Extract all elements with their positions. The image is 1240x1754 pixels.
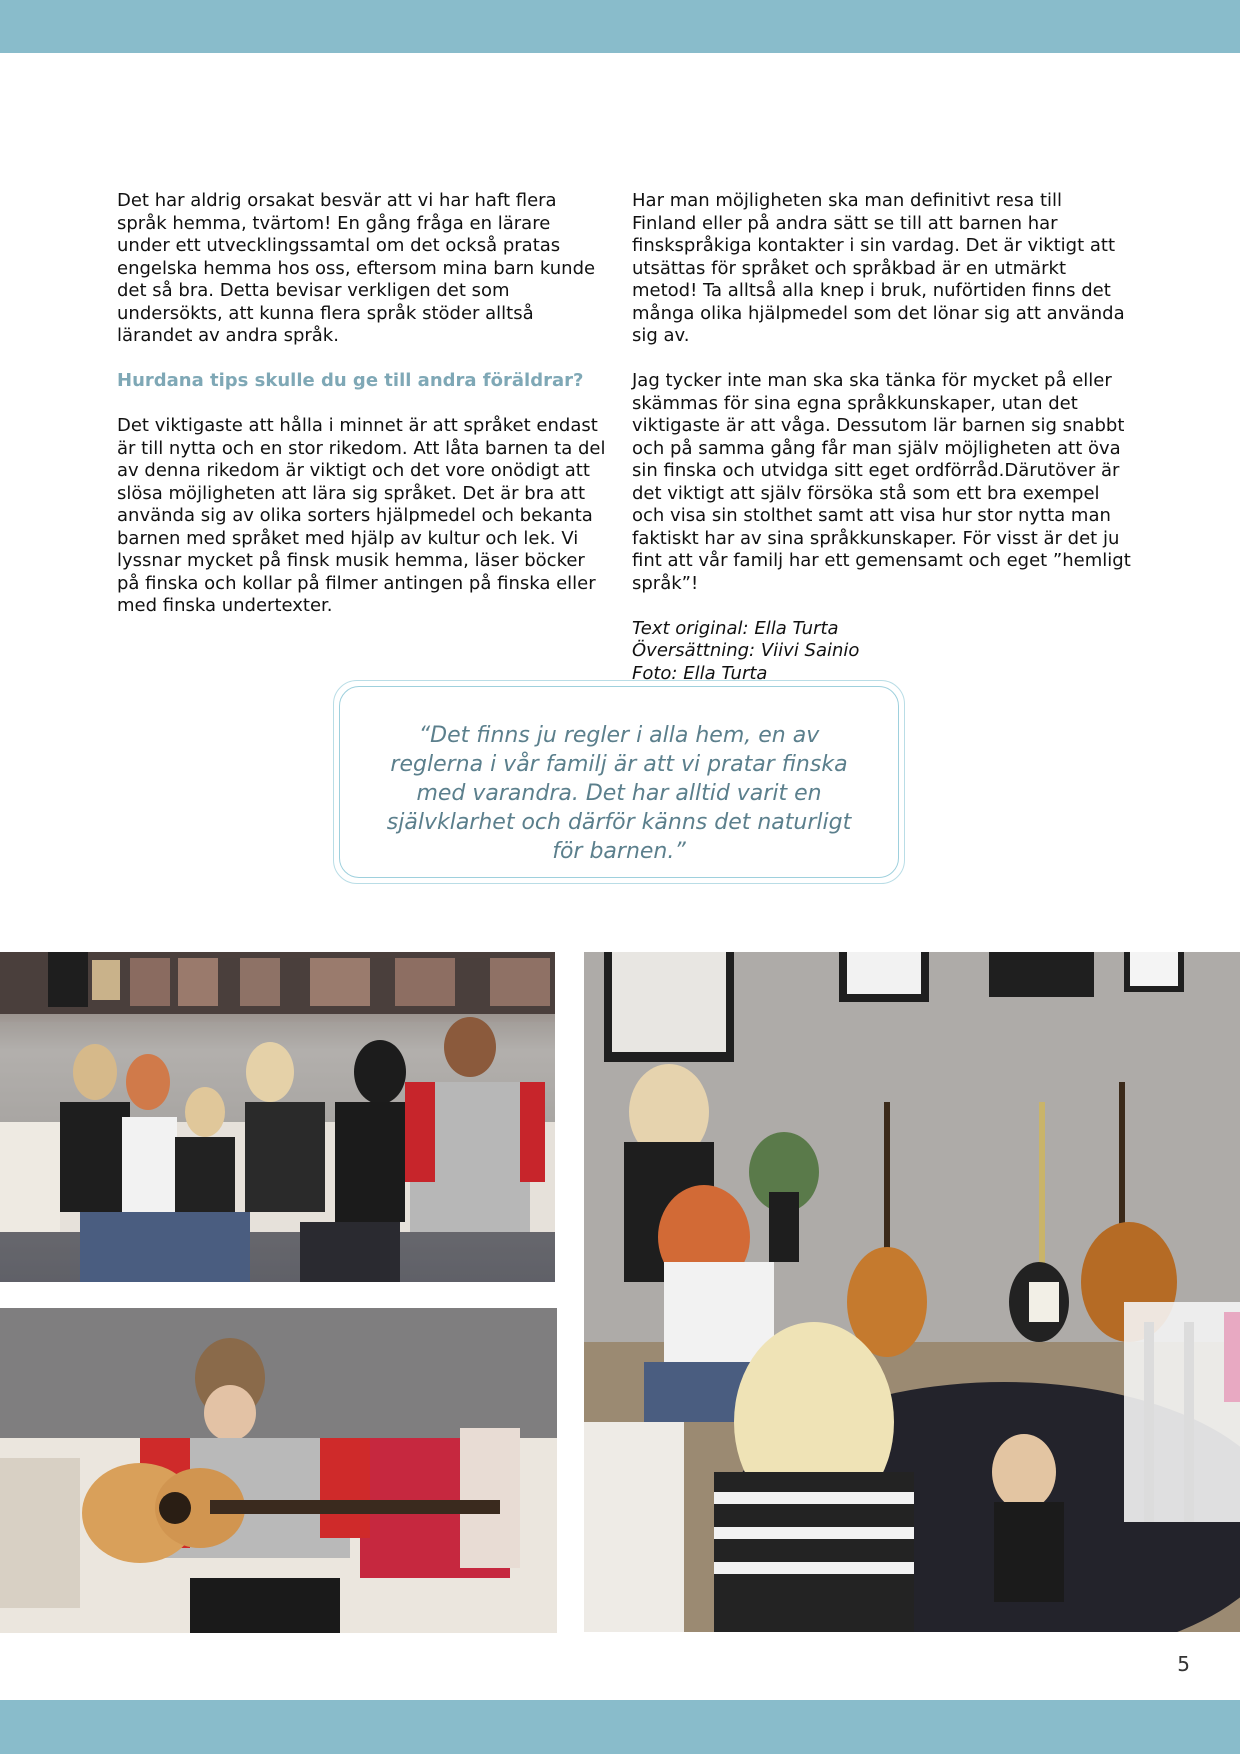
credit-translation: Översättning: Viivi Sainio [632,640,860,661]
bottom-color-band [0,1700,1240,1754]
article-credits [632,618,1132,686]
section-heading: Hurdana tips skulle du ge till andra föräldrar? [117,370,584,391]
photo-family-on-sofa [0,952,555,1282]
credit-photo: Foto: Ella Turta [632,662,768,684]
credit-text-original: Text original: Ella Turta [632,617,839,639]
top-color-band [0,0,1240,53]
right-paragraph-2: Jag tycker inte man ska ska tänka för mycket på eller skämmas för sina egna språkkunskaper, utan det viktigaste är att våga. Dessutom lär barnen sig snabbt och på samma gång får man själv möjligheten att öva sin finska och utvidga sitt eget ordförråd.Därutöver är det viktigt att själv försöka stå som ett bra exempel och visa sin stolthet samt att visa hur stor nytta man faktiskt har av sina språkkunskaper. För visst är det ju fint att vår familj har ett gemensamt och eget ”hemligt språk”! [632,370,1131,594]
pull-quote-box [333,680,905,884]
photo-boy-playing-guitar [0,1308,557,1633]
left-text-column [117,190,607,640]
right-text-column [632,190,1132,685]
right-paragraph-1: Har man möjligheten ska man definitivt resa till Finland eller på andra sätt se till att barnen har finskspråkiga kontakter i sin vardag. Det är viktigt att utsättas för språket och språkbad är en utmärkt metod! Ta alltså alla knep i bruk, nuförtiden finns det många olika hjälpmedel som det lönar sig att använda sig av. [632,190,1125,346]
page-number: 5 [1177,1652,1190,1676]
photo-family-with-guitars [584,952,1240,1632]
left-paragraph-1: Det har aldrig orsakat besvär att vi har haft flera språk hemma, tvärtom! En gång fråga en lärare under ett utvecklingssamtal om det också pratas engelska hemma hos oss, eftersom mina barn kunde det så bra. Detta bevisar verkligen det som undersökts, att kunna flera språk stöder alltså lärandet av andra språk. [117,190,596,346]
left-paragraph-2: Det viktigaste att hålla i minnet är att språket endast är till nytta och en stor rikedom. Att låta barnen ta del av denna rikedom är viktigt och det vore onödigt att slösa möjligheten att lära sig språket. Det är bra att använda sig av olika sorters hjälpmedel och bekanta barnen med språket med hjälp av kultur och lek. Vi lyssnar mycket på finsk musik hemma, läser böcker på finska och kollar på filmer antingen på finska eller med finska undertexter. [117,415,606,616]
pull-quote-text: “Det finns ju regler i alla hem, en av reglerna i vår familj är att vi pratar finska med varandra. Det har alltid varit en självklarhet och därför känns det naturligt för barnen.” [386,723,852,864]
